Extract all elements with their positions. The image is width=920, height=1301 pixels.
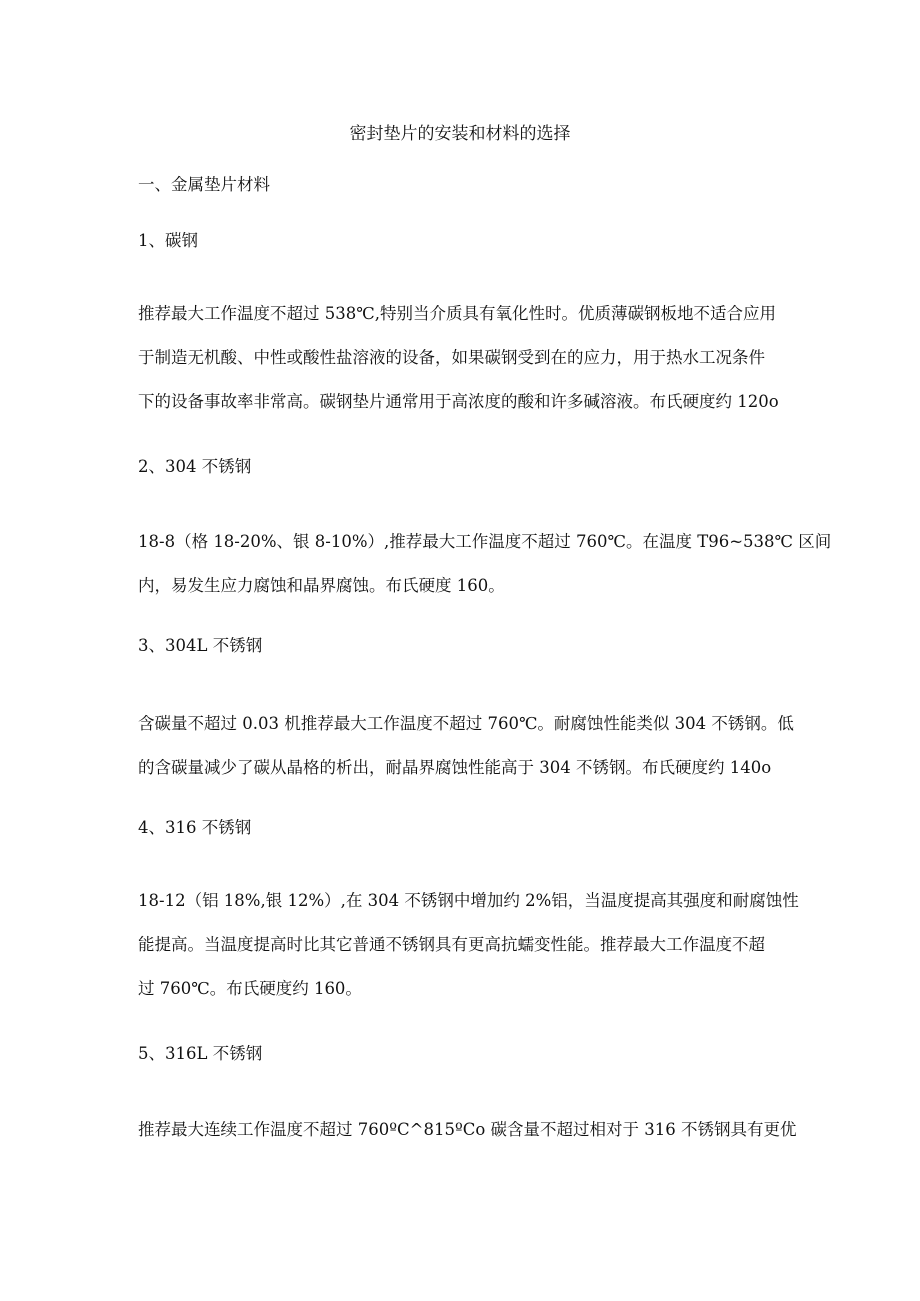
- item-heading-carbon-steel: 1、碳钢: [138, 231, 198, 250]
- paragraph-line: 过 760℃。布氏硬度约 160。: [138, 979, 362, 998]
- document-title: 密封垫片的安装和材料的选择: [349, 124, 571, 144]
- paragraph-line: 推荐最大连续工作温度不超过 760ºC^815ºCo 碳含量不超过相对于 316 不锈钢具有更优: [138, 1120, 797, 1139]
- paragraph-line: 含碳量不超过 0.03 机推荐最大工作温度不超过 760℃。耐腐蚀性能类似 304 不锈钢。低: [138, 714, 794, 733]
- paragraph-line: 18-12（铝 18%,银 12%）,在 304 不锈钢中增加约 2%铝，当温度提高其强度和耐腐蚀性: [138, 891, 799, 910]
- item-heading-304: 2、304 不锈钢: [138, 457, 252, 476]
- paragraph-line: 推荐最大工作温度不超过 538℃,特别当介质具有氧化性时。优质薄碳钢板地不适合应用: [138, 304, 776, 323]
- paragraph-line: 于制造无机酸、中性或酸性盐溶液的设备，如果碳钢受到在的应力，用于热水工况条件: [138, 348, 765, 367]
- paragraph-line: 的含碳量减少了碳从晶格的析出，耐晶界腐蚀性能高于 304 不锈钢。布氏硬度约 140o: [138, 758, 772, 777]
- section-heading: 一、金属垫片材料: [138, 175, 270, 194]
- item-heading-304l: 3、304L 不锈钢: [138, 636, 263, 655]
- item-paragraph-carbon-steel: [138, 302, 788, 434]
- item-heading-316: 4、316 不锈钢: [138, 818, 252, 837]
- item-heading-316l: 5、316L 不锈钢: [138, 1044, 263, 1063]
- item-paragraph-304l: [138, 712, 794, 800]
- paragraph-line: 能提高。当温度提高时比其它普通不锈钢具有更高抗蠕变性能。推荐最大工作温度不超: [138, 935, 765, 954]
- paragraph-line: 下的设备事故率非常高。碳钢垫片通常用于高浓度的酸和许多碱溶液。布氏硬度约 120o: [138, 392, 779, 411]
- item-paragraph-304: [138, 530, 832, 618]
- item-paragraph-316: [138, 889, 799, 1021]
- paragraph-line: 内，易发生应力腐蚀和晶界腐蚀。布氏硬度 160。: [138, 576, 505, 595]
- item-paragraph-316l: [138, 1118, 797, 1162]
- paragraph-line: 18-8（格 18-20%、银 8-10%）,推荐最大工作温度不超过 760℃。在温度 T96~538℃ 区间: [138, 532, 832, 551]
